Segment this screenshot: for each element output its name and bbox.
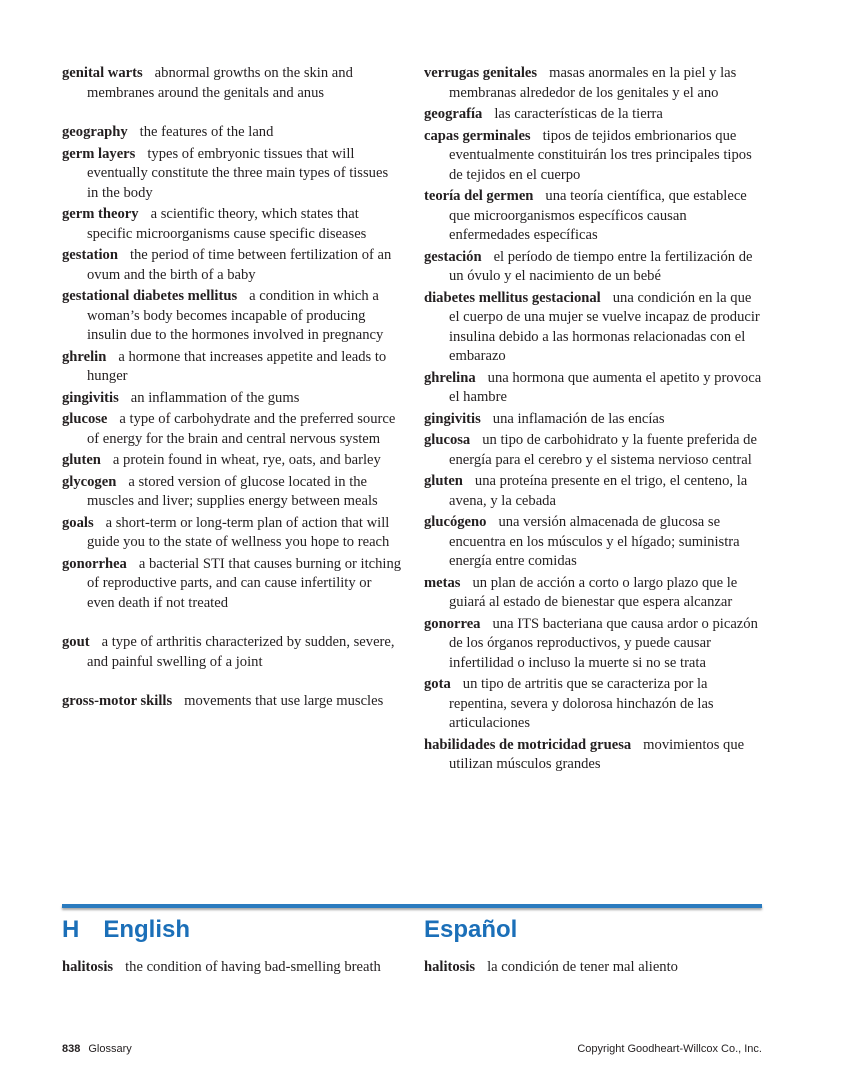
glossary-definition: a protein found in wheat, rye, oats, and barley [112, 452, 381, 468]
glossary-entry [62, 246, 402, 285]
glossary-definition: el período de tiempo entre la fertilización de un óvulo y el nacimiento de un bebé [449, 248, 753, 284]
glossary-entry [424, 736, 764, 775]
glossary-term: teoría del germen [424, 188, 534, 204]
glossary-entry [62, 514, 402, 553]
glossary-term: gout [62, 634, 90, 650]
glossary-term: gluten [62, 452, 101, 468]
glossary-entry [62, 555, 402, 614]
glossary-term: verrugas genitales [424, 65, 538, 81]
spanish-glossary-column [424, 64, 764, 777]
footer-section-name: Glossary [88, 1043, 132, 1055]
glossary-entry [62, 692, 402, 712]
spanish-h-column [424, 958, 764, 980]
glossary-term: halitosis [62, 959, 114, 975]
glossary-entry [62, 145, 402, 204]
glossary-term: halitosis [424, 959, 476, 975]
glossary-entry [424, 431, 764, 470]
glossary-term: glucógeno [424, 514, 487, 530]
glossary-definition: the features of the land [139, 124, 274, 140]
glossary-definition: una proteína presente en el trigo, el centeno, la avena, y la cebada [449, 473, 748, 509]
glossary-definition: a short-term or long-term plan of action that will guide you to the state of wellness you hope to reach [87, 514, 390, 550]
glossary-term: gingivitis [62, 389, 119, 406]
glossary-term: diabetes mellitus gestacional [424, 289, 601, 306]
english-glossary-column [62, 64, 402, 714]
glossary-term: gross-motor skills [62, 693, 173, 709]
section-heading-spanish [424, 916, 517, 944]
english-h-column [62, 958, 402, 980]
glossary-definition: un tipo de carbohidrato y la fuente preferida de energía para el cerebro y el sistema nervioso central [449, 432, 757, 468]
glossary-definition: a hormone that increases appetite and leads to hunger [87, 348, 387, 384]
glossary-definition: a scientific theory, which states that specific microorganisms cause specific diseases [87, 206, 367, 242]
glossary-term: geography [62, 124, 128, 140]
glossary-definition: un tipo de artritis que se caracteriza por la repentina, severa y dolorosa hinchazón de las articulaciones [449, 676, 714, 731]
glossary-definition: a condition in which a woman’s body becomes incapable of producing insulin due to the hormones involved in pregnancy [87, 288, 384, 343]
glossary-term: capas germinales [424, 127, 531, 144]
glossary-term: glucosa [424, 432, 471, 448]
glossary-term: gingivitis [424, 410, 481, 427]
glossary-term: gonorrhea [62, 555, 127, 572]
section-divider [62, 904, 762, 908]
glossary-definition: la condición de tener mal aliento [487, 959, 678, 975]
glossary-term: metas [424, 574, 461, 591]
glossary-term: gota [424, 676, 451, 692]
glossary-entry [424, 615, 764, 674]
glossary-term: ghrelin [62, 348, 107, 365]
glossary-definition: the condition of having bad-smelling breath [125, 959, 381, 975]
glossary-entry [424, 187, 764, 246]
english-label: English [103, 916, 191, 943]
glossary-entry [424, 64, 764, 103]
glossary-definition: una ITS bacteriana que causa ardor o picazón de los órganos reproductivos, y puede causar infertilidad o incluso la muerte si no se trata [449, 615, 758, 671]
glossary-definition: a bacterial STI that causes burning or itching of reproductive parts, and can cause infertility or even death if not treated [87, 555, 402, 611]
glossary-entry [62, 205, 402, 244]
glossary-entry [62, 389, 402, 409]
glossary-term: glycogen [62, 473, 117, 490]
section-heading-english [62, 916, 190, 944]
glossary-definition: una inflamación de las encías [492, 410, 665, 427]
glossary-definition: las características de la tierra [494, 106, 663, 122]
glossary-entry [62, 64, 402, 103]
page-number: 838 [62, 1043, 81, 1055]
glossary-entry [62, 633, 402, 672]
glossary-term: gestation [62, 247, 118, 263]
glossary-definition: types of embryonic tissues that will eventually constitute the three main types of tissues in the body [87, 145, 389, 201]
glossary-term: gonorrea [424, 615, 481, 632]
glossary-definition: a type of arthritis characterized by sudden, severe, and painful swelling of a joint [87, 634, 395, 670]
glossary-term: germ layers [62, 145, 136, 162]
glossary-term: gluten [424, 473, 463, 489]
glossary-term: genital warts [62, 65, 143, 81]
glossary-term: gestación [424, 248, 482, 265]
glossary-term: habilidades de motricidad gruesa [424, 736, 632, 753]
glossary-definition: abnormal growths on the skin and membranes around the genitals and anus [87, 65, 353, 101]
glossary-definition: an inflammation of the gums [130, 389, 300, 406]
section-letter: H [62, 916, 80, 943]
footer-left [62, 1043, 132, 1055]
glossary-entry [62, 348, 402, 387]
glossary-definition: movements that use large muscles [184, 693, 384, 709]
glossary-entry [424, 958, 764, 978]
glossary-entry [424, 513, 764, 572]
glossary-term: glucose [62, 411, 108, 427]
glossary-entry [424, 574, 764, 613]
glossary-entry [62, 287, 402, 346]
glossary-term: ghrelina [424, 369, 476, 386]
glossary-entry [424, 675, 764, 734]
glossary-definition: masas anormales en la piel y las membranas alrededor de los genitales y el ano [449, 65, 737, 101]
glossary-definition: movimientos que utilizan músculos grandes [449, 736, 745, 772]
glossary-entry [62, 410, 402, 449]
glossary-entry [424, 105, 764, 125]
glossary-entry [62, 123, 402, 143]
glossary-definition: a type of carbohydrate and the preferred source of energy for the brain and central nervous system [87, 411, 396, 447]
glossary-definition: the period of time between fertilization of an ovum and the birth of a baby [87, 247, 392, 283]
glossary-definition: una hormona que aumenta el apetito y provoca el hambre [449, 369, 762, 405]
glossary-definition: a stored version of glucose located in the muscles and liver; supplies energy between meals [87, 473, 378, 509]
glossary-entry [424, 472, 764, 511]
glossary-entry [424, 369, 764, 408]
glossary-entry [62, 473, 402, 512]
glossary-entry [424, 127, 764, 186]
glossary-definition: una versión almacenada de glucosa se encuentra en los músculos y el hígado; suministra energía entre comidas [449, 514, 740, 569]
glossary-definition: tipos de tejidos embrionarios que eventualmente constituirán los tres principales tipos de tejidos en el cuerpo [449, 127, 752, 183]
spanish-label: Español [424, 916, 518, 943]
glossary-term: goals [62, 514, 94, 531]
glossary-term: germ theory [62, 206, 139, 222]
copyright: Copyright Goodheart-Willcox Co., Inc. [577, 1043, 762, 1055]
glossary-entry [424, 289, 764, 367]
glossary-entry [62, 451, 402, 471]
glossary-entry [62, 958, 402, 978]
glossary-entry [424, 248, 764, 287]
glossary-definition: una teoría científica, que establece que microorganismos específicos causan enfermedades específicas [449, 188, 747, 243]
glossary-term: geografía [424, 106, 483, 122]
glossary-definition: una condición en la que el cuerpo de una mujer se vuelve incapaz de producir insulina debido a las hormonas relacionadas con el embarazo [449, 289, 760, 364]
glossary-entry [424, 410, 764, 430]
glossary-definition: un plan de acción a corto o largo plazo que le guiará al estado de bienestar que espera alcanzar [449, 574, 738, 610]
glossary-term: gestational diabetes mellitus [62, 288, 238, 304]
